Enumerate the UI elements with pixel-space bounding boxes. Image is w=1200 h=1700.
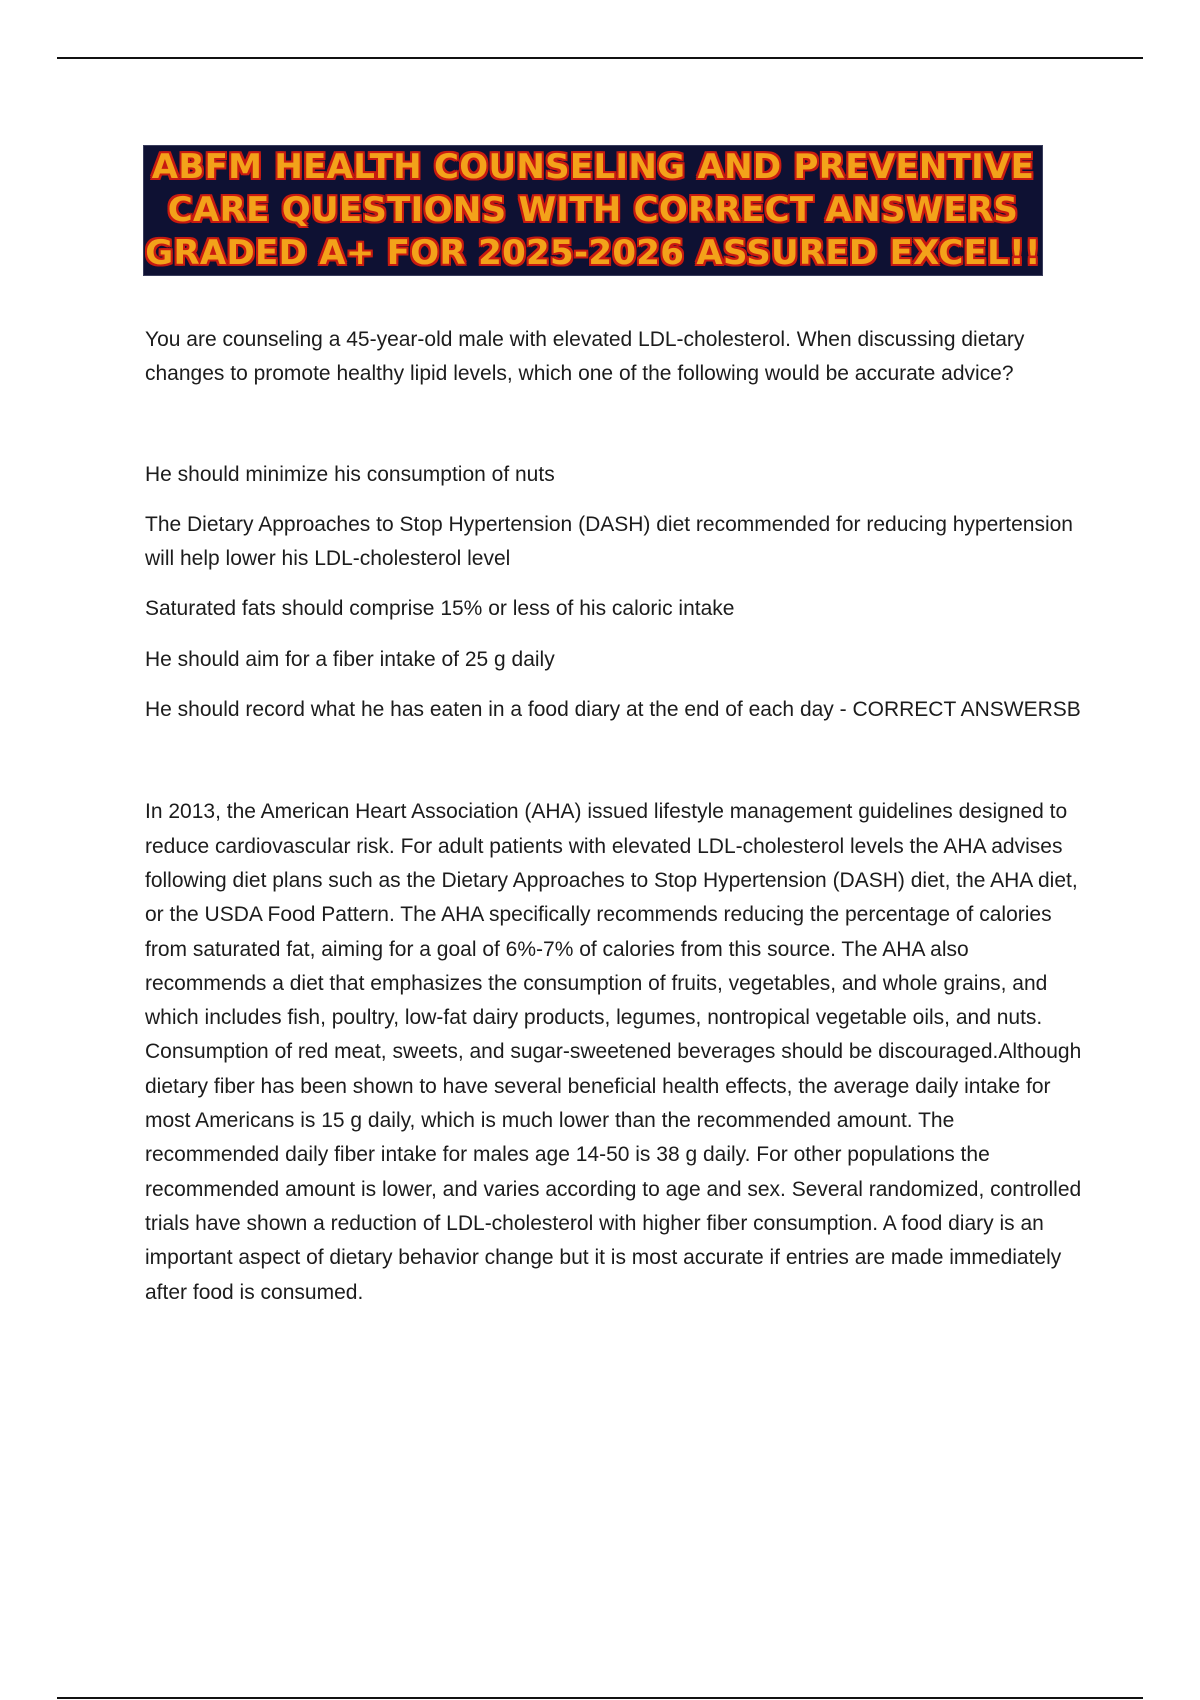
banner-title-line-2: CARE QUESTIONS WITH CORRECT ANSWERS [167,190,1019,230]
header-divider [57,57,1143,59]
banner-title-line-1: ABFM HEALTH COUNSELING AND PREVENTIVE [151,147,1035,187]
footer-divider [57,1697,1143,1699]
answer-option-b: The Dietary Approaches to Stop Hypertension (DASH) diet recommended for reducing hypertension will help lower his LDL-cholesterol level [145,512,1073,571]
question-text: You are counseling a 45-year-old male with elevated LDL-cholesterol. When discussing dietary changes to promote healthy lipid levels, which one of the following would be accurate advice? [145,328,1025,386]
answer-option-d: He should aim for a fiber intake of 25 g daily [145,647,555,671]
answer-option-e: He should record what he has eaten in a food diary at the end of each day - CORRECT ANSWERSB [145,698,1081,722]
title-banner [143,145,1043,276]
document-body [145,323,1090,1310]
banner-title-line-3: GRADED A+ FOR 2025-2026 ASSURED EXCEL!! [145,233,1041,273]
answer-option-c: Saturated fats should comprise 15% or less of his caloric intake [145,597,735,621]
answer-explanation: In 2013, the American Heart Association (AHA) issued lifestyle management guidelines designed to reduce cardiovascular risk. For adult patients with elevated LDL-cholesterol levels the AHA advises following diet plans such as the Dietary Approaches to Stop Hypertension (DASH) diet, the AHA diet, or the USDA Food Pattern. The AHA specifically recommends reducing the percentage of calories from saturated fat, aiming for a goal of 6%-7% of calories from this source. The AHA also recommends a diet that emphasizes the consumption of fruits, vegetables, and whole grains, and which includes fish, poultry, low-fat dairy products, legumes, nontropical vegetable oils, and nuts. Consumption of red meat, sweets, and sugar-sweetened beverages should be discouraged.Although dietary fiber has been shown to have several beneficial health effects, the average daily intake for most Americans is 15 g daily, which is much lower than the recommended amount. The recommended daily fiber intake for males age 14-50 is 38 g daily. For other populations the recommended amount is lower, and varies according to age and sex. Several randomized, controlled trials have shown a reduction of LDL-cholesterol with higher fiber consumption. A food diary is an important aspect of dietary behavior change but it is most accurate if entries are made immediately after food is consumed. [145,800,1082,1304]
answer-option-a: He should minimize his consumption of nuts [145,462,555,486]
